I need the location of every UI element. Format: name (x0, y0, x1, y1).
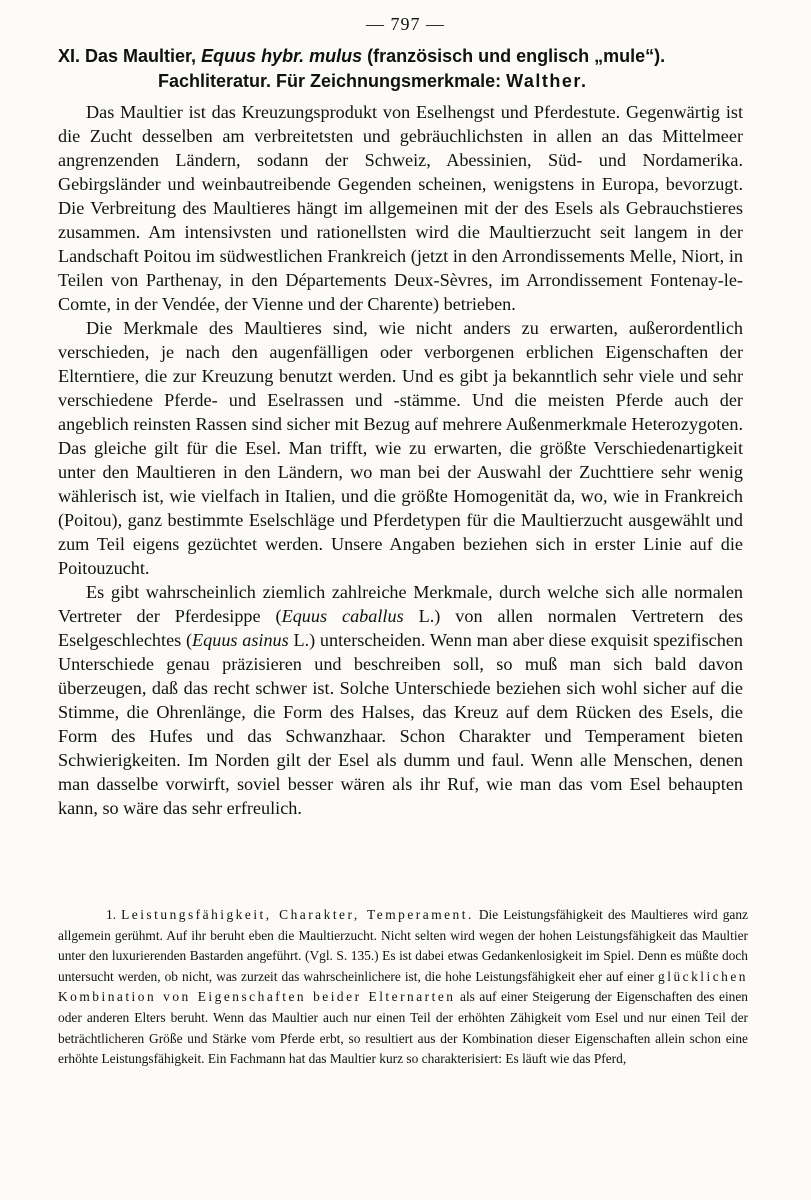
footnote-text-1: Die Leistungsfähigkeit des Maultieres wird ganz allgemein gerühmt. Auf ihr beruht eben die Maultierzucht. Nicht selten wird wegen der hohen Leistungsfähigkeit das Maultier unter den luxurierenden Bastarden angeführt. (Vgl. S. 135.) Es ist dabei etwas Gedankenlosigkeit im Spiel. Denn es müßte doch untersucht werden, ob nicht, was zurzeit das wahrscheinlichere ist, die hohe Leistungsfähigkeit eher auf einer (58, 907, 749, 984)
section-heading (58, 44, 758, 94)
footnote-text-2: als auf einer Steigerung der Eigenschaften des einen oder anderen Elters beruht. Wenn das Maultier auch nur einen Teil der erhöhten Zähigkeit vom Esel und nur einen Teil der beträchtlicheren Größe und Stärke vom Pferde erbt, so resultiert aus der Kombination dieser Eigenschaften allein schon eine erhöhte Leistungsfähigkeit. Ein Fachmann hat das Maultier kurz so charakterisiert: Es läuft wie das Pferd, (58, 989, 748, 1067)
latin-name-donkey: Equus asinus (192, 630, 289, 650)
heading-literature: Fachliteratur. Für Zeichnungsmerkmale: (158, 71, 507, 91)
heading-author: Walther. (506, 71, 588, 91)
heading-title: XI. Das Maultier, (58, 46, 202, 66)
paragraph-3-part-2: L.) von allen normalen Vertretern des Eselgeschlechtes ( (58, 606, 743, 650)
paragraph-2: Die Merkmale des Maultieres sind, wie nicht anders zu erwarten, außerordentlich verschieden, je nach den augenfälligen oder verborgenen erblichen Eigenschaften der Elterntiere, die zur Kreuzung benutzt werden. Und es gibt ja bekanntlich sehr viele und sehr verschiedene Pferde- und Eselrassen und -stämme. Und die meisten Pferde auch der angeblich reinsten Rassen sind sicher mit Bezug auf mehrere Außenmerkmale Heterozygoten. Das gleiche gilt für die Esel. Man trifft, wie zu erwarten, die größte Verschiedenartigkeit unter den Maultieren in den Ländern, wo man bei der Auswahl der Zuchttiere sehr wenig wählerisch ist, wie vielfach in Italien, und die größte Homogenität da, wo, wie in Frankreich (Poitou), ganz bestimmte Eselschläge und Pferdetypen für die Maultierzucht ausgewählt und zum Teil eigens gezüchtet werden. Unsere Angaben beziehen sich in erster Linie auf die Poitouzucht. (58, 318, 743, 578)
latin-name-horse: Equus caballus (281, 606, 404, 626)
footnote-spaced-phrase: glücklichen Kombination von Eigenschaften beider Elternarten (58, 968, 748, 1005)
paragraph-3 (58, 580, 743, 820)
footnote-paragraph (58, 905, 748, 1070)
footnote-number: 1. (106, 907, 122, 922)
heading-latin-name: Equus hybr. mulus (201, 46, 363, 66)
heading-line-2 (58, 69, 758, 94)
page-number: — 797 — (366, 14, 445, 34)
paragraph-3-part-3: L.) unterscheiden. Wenn man aber diese exquisit spezifischen Unterschiede genau präzisieren und beschreiben soll, so muß man sich bald davon überzeugen, daß das recht schwer ist. Solche Unterschiede beziehen sich wohl sicher auf die Stimme, die Ohrenlänge, die Form des Halses, das Kreuz auf dem Rücken des Esels, die Form des Hufes und das Schwanzhaar. Schon Charakter und Temperament bieten Schwierigkeiten. Im Norden gilt der Esel als dumm und faul. Wenn alle Menschen, denen man dasselbe vorwirft, soviel besser wären als ihr Ruf, wie man das vom Esel behaupten kann, so wäre das sehr erfreulich. (58, 630, 743, 818)
heading-synonyms: (französisch und englisch „mule“). (362, 46, 666, 66)
paragraph-3-part-1: Es gibt wahrscheinlich ziemlich zahlreiche Merkmale, durch welche sich alle normalen Vertreter der Pferdesippe ( (58, 582, 743, 626)
footnote-title: Leistungsfähigkeit, Charakter, Temperament. (121, 907, 474, 922)
heading-line-1 (58, 44, 758, 69)
body-text (58, 100, 743, 820)
paragraph-1: Das Maultier ist das Kreuzungsprodukt von Eselhengst und Pferdestute. Gegenwärtig ist die Zucht desselben am verbreitetsten und gebräuchlichsten in allen an das Mittelmeer angrenzenden Ländern, sodann der Schweiz, Abessinien, Süd- und Nordamerika. Gebirgsländer und weinbautreibende Gegenden scheinen, wenigstens in Europa, bevorzugt. Die Verbreitung des Maultieres hängt im allgemeinen mit der des Esels als Gebrauchstieres zusammen. Am intensivsten und rationellsten wird die Maultierzucht seit langem in der Landschaft Poitou im südwestlichen Frankreich (jetzt in den Arrondissements Melle, Niort, in Teilen von Parthenay, in den Départements Deux-Sèvres, im Arrondissement Fontenay-le-Comte, in der Vendée, der Vienne und der Charente) betrieben. (58, 102, 743, 314)
footnote (58, 905, 748, 1070)
